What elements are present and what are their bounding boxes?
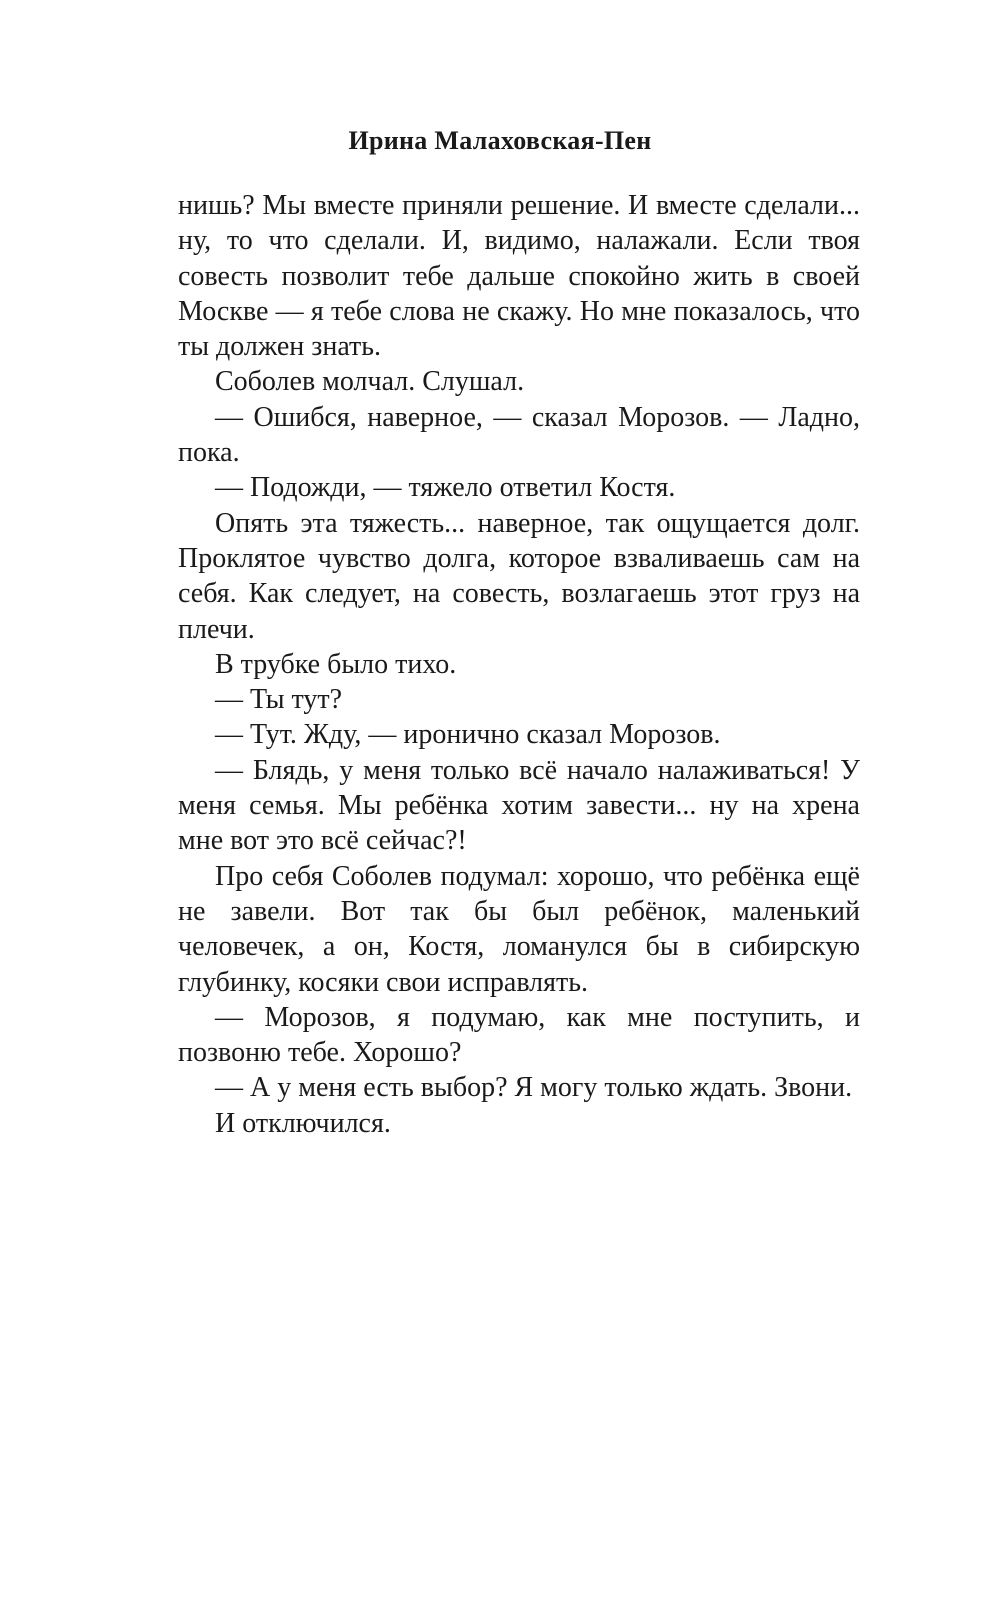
body-text [178,188,860,1141]
paragraph: В трубке было тихо. [215,648,457,680]
paragraph: — Морозов, я подумаю, как мне поступить, и позвоню тебе. Хорошо? [178,1001,860,1069]
paragraph: нишь? Мы вместе приняли решение. И вместе сделали... ну, то что сделали. И, видимо, налажали. Если твоя совесть позволит тебе дальше спокойно жить в своей Москве — я тебе слова не скажу. Но мне показалось, что ты должен знать. [178,190,860,363]
paragraph: — Подожди, — тяжело ответил Костя. [215,472,676,504]
paragraph: Про себя Соболев подумал: хорошо, что ребёнка ещё не завели. Вот так бы был ребёнок, маленький человечек, а он, Костя, ломанулся бы в сибирскую глубинку, косяки свои исправлять. [178,860,860,998]
paragraph: Соболев молчал. Слушал. [215,366,525,398]
paragraph: — А у меня есть выбор? Я могу только ждать. Звони. [215,1072,853,1104]
paragraph: — Ты тут? [215,684,343,716]
paragraph: Опять эта тяжесть... наверное, так ощущается долг. Проклятое чувство долга, которое взваливаешь сам на себя. Как следует, на совесть, возлагаешь этот груз на плечи. [178,507,860,645]
running-header: Ирина Малаховская-Пен [348,126,652,155]
paragraph: И отключился. [215,1107,391,1139]
paragraph: — Тут. Жду, — иронично сказал Морозов. [215,719,721,751]
paragraph: — Ошибся, наверное, — сказал Морозов. — Ладно, пока. [178,401,860,469]
paragraph: — Блядь, у меня только всё начало налаживаться! У меня семья. Мы ребёнка хотим завести... ну на хрена мне вот это всё сейчас?! [178,754,860,857]
